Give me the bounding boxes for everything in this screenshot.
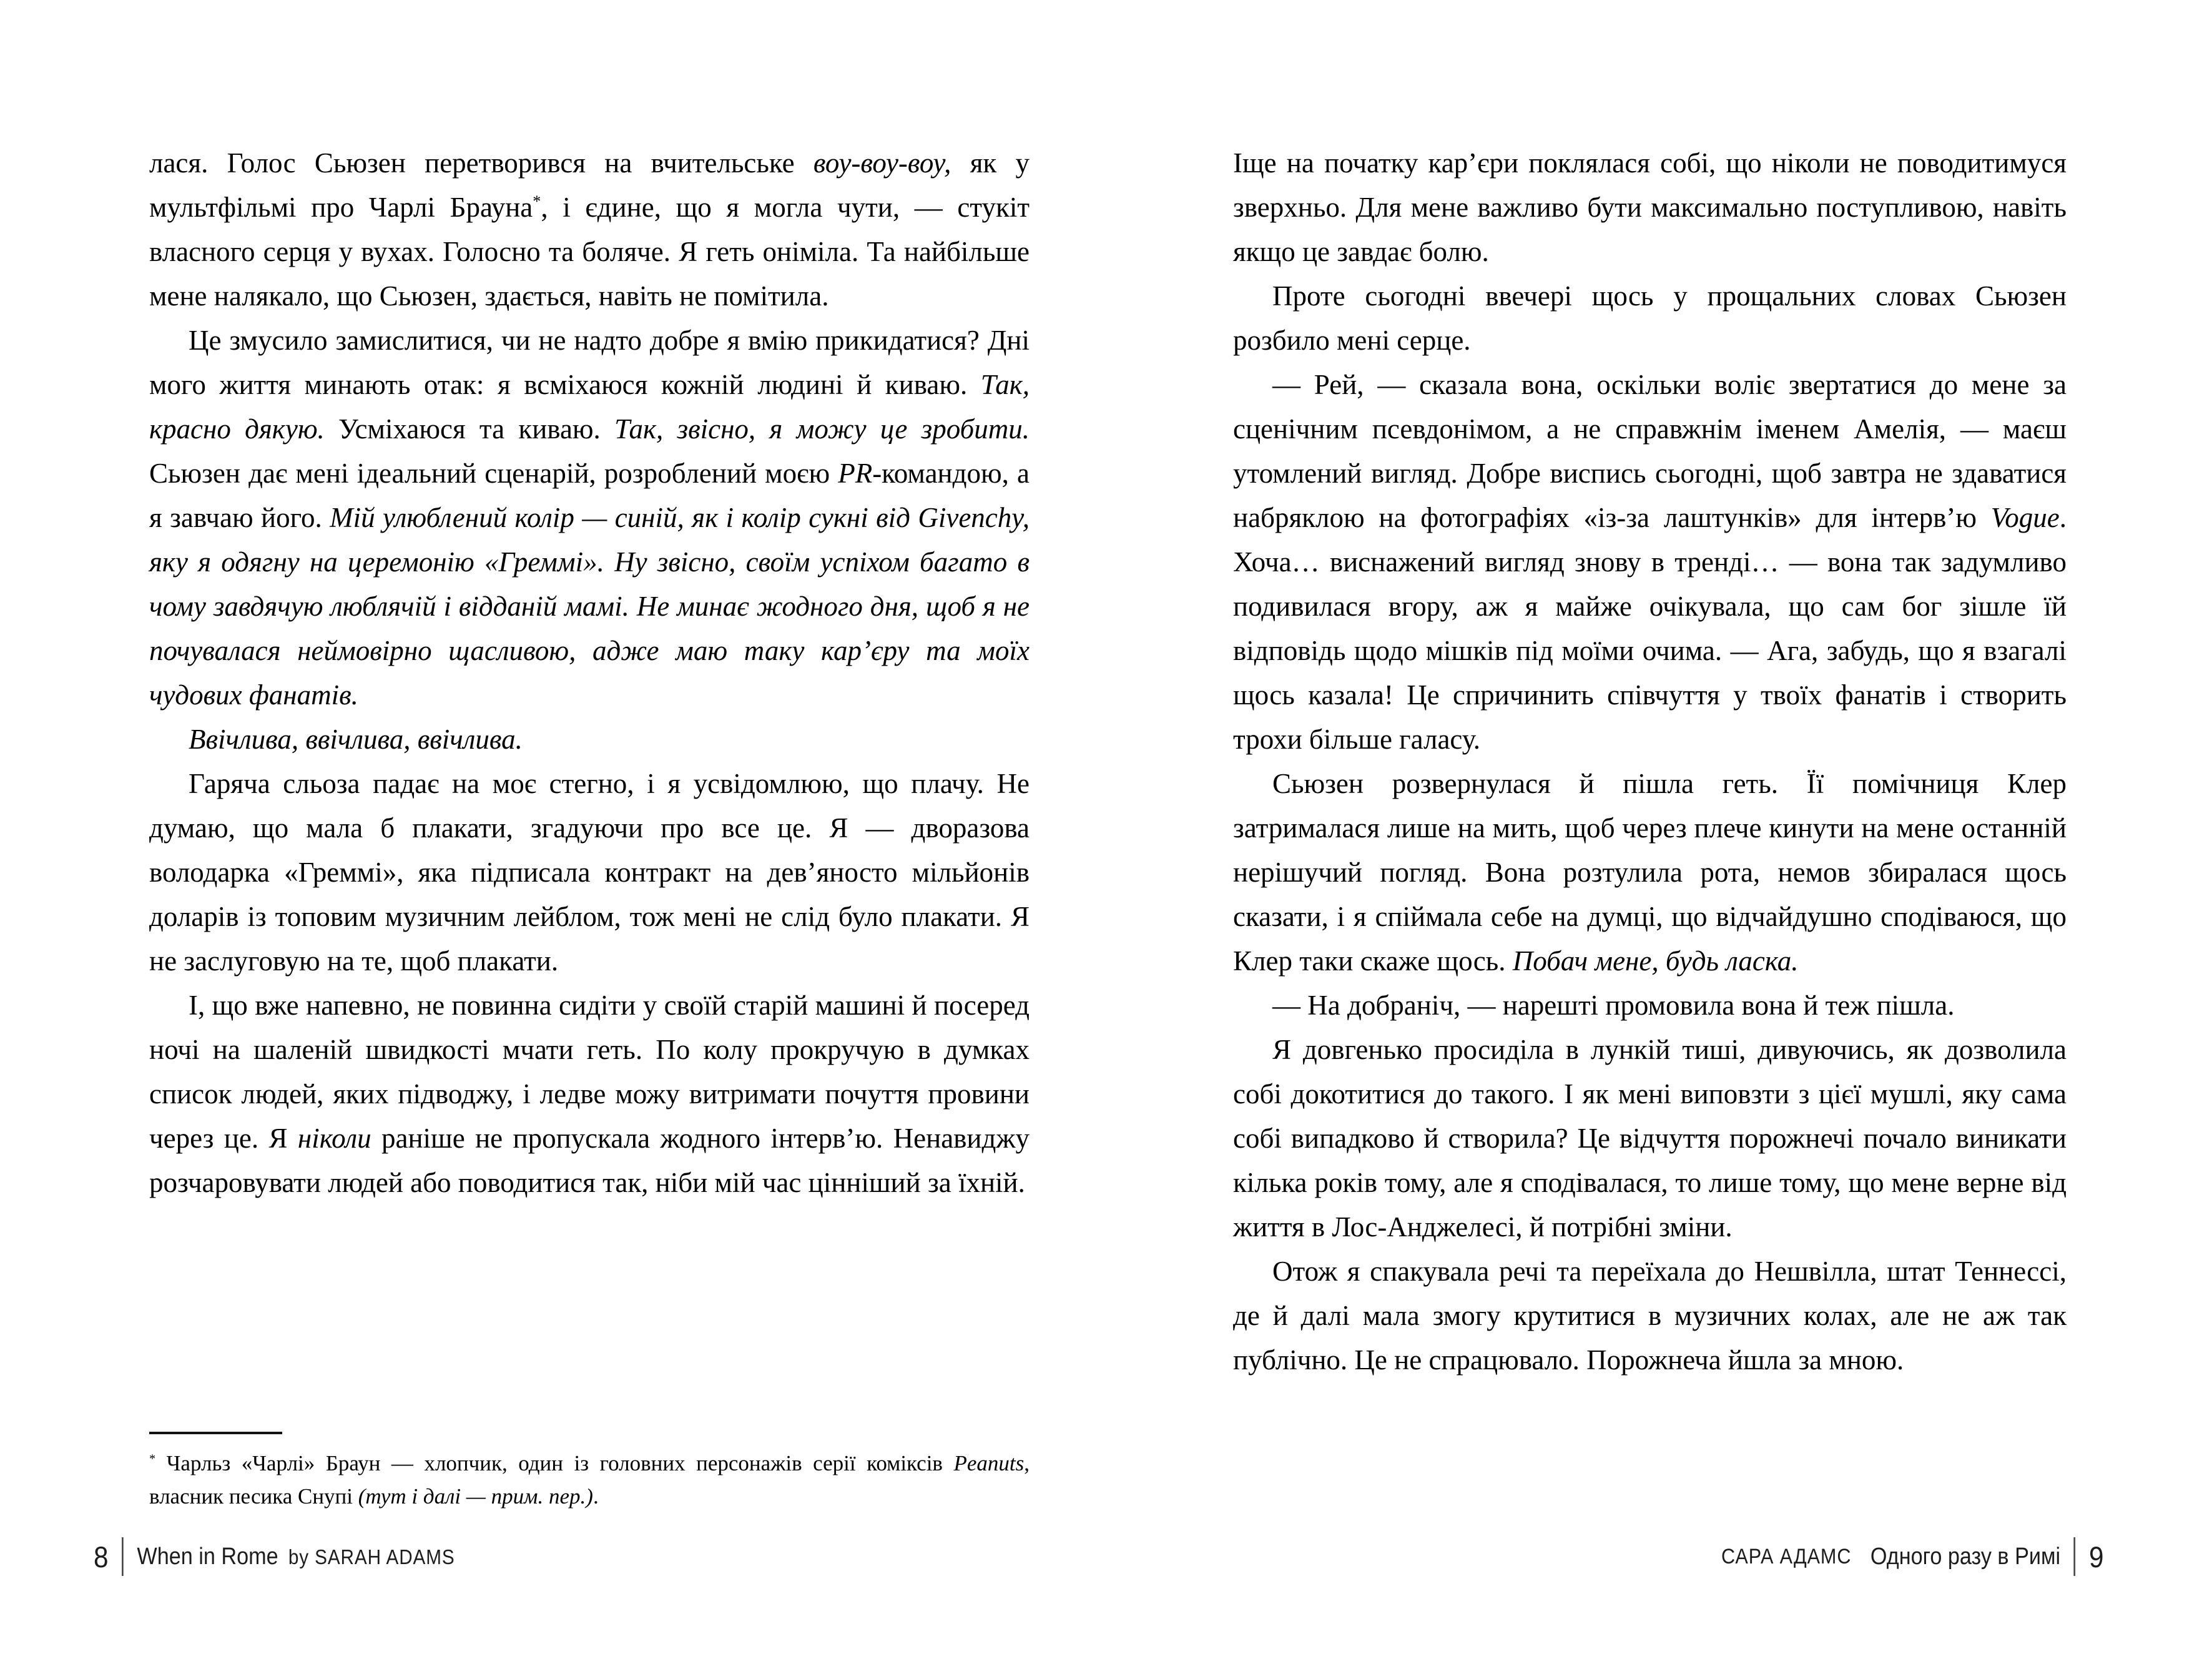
paragraph (149, 983, 1030, 1205)
text-run: Я довгенько просиділа в лункій тиші, дивуючись, як дозволила собі докотитися до такого. І як мені виповзти з цієї мушлі, яку сама собі випадково й створила? Це відчуття порожнечі почало виникати кілька років тому, але я сподівалася, то лише тому, що мене верне від життя в Лос-Анджелесі, й потрібні зміни. (1233, 1034, 2067, 1243)
footnote-divider-rule (149, 1432, 282, 1434)
text-run: . (592, 1484, 599, 1509)
text-run: , власник песика Снупі (149, 1451, 1030, 1509)
paragraph (1233, 1028, 2067, 1249)
paragraph (149, 318, 1030, 717)
paragraph (149, 141, 1030, 318)
paragraph (149, 717, 1030, 762)
left-footer (94, 1537, 455, 1576)
paragraph (1233, 983, 2067, 1028)
footer-book-title: When in Rome (137, 1543, 278, 1570)
text-run: Сьюзен дає мені ідеальний сценарій, розроблений моєю (149, 458, 838, 489)
text-run: раніше не пропускала жодного інтерв’ю. Ненавиджу розчаровувати людей або поводитися так, ніби мій час цінніший за їхній. (149, 1123, 1030, 1198)
text-run: Гаряча сльоза падає на моє стегно, і я усвідомлюю, що плачу. Не думаю, що мала б плакати, згадуючи про все це. Я — дворазова володарка «Греммі», яка підписала контракт на дев’яносто мільйонів доларів із топовим музичним лейблом, тож мені не слід було плакати. Я не заслуговую на те, щоб плакати. (149, 768, 1030, 977)
footnote-marker: * (533, 192, 541, 210)
text-run: Побач мене, будь ласка. (1512, 945, 1799, 977)
footnote-text (149, 1447, 1030, 1513)
text-run: Іще на початку кар’єри поклялася собі, що ніколи не поводитимуся зверхньо. Для мене важливо бути максимально поступливою, навіть якщо це завдає болю. (1233, 147, 2067, 267)
text-run: Ввічлива, ввічлива, ввічлива. (189, 724, 523, 755)
page-number-right: 9 (2089, 1540, 2104, 1573)
right-footer (1721, 1537, 2104, 1576)
text-run: PR (838, 458, 873, 489)
text-run: Отож я спакувала речі та переїхала до Нешвілла, штат Теннессі, де й далі мала змогу крутитися в музичних колах, але не аж так публічно. Це не спрацювало. Порожнеча йшла за мною. (1233, 1256, 2067, 1376)
footer-author: САРА АДАМС (1721, 1545, 1852, 1568)
text-run: (тут і далі — прим. пер.) (358, 1484, 593, 1509)
footer-localized-title: Одного разу в Римі (1870, 1543, 2061, 1570)
text-run: І, що вже напевно, не повинна сидіти у своїй старій машині й посеред ночі на шаленій швидкості мчати геть. По колу прокручую в думках список людей, яких підводжу, і ледве можу витримати почуття провини через це. Я (149, 990, 1030, 1154)
paragraph (1233, 274, 2067, 363)
paragraph (1233, 1249, 2067, 1382)
text-run: — Рей, — сказала вона, оскільки воліє звертатися до мене за сценічним псевдонімом, а не справжнім іменем Амелія, — маєш утомлений вигляд. Добре виспись сьогодні, щоб завтра не здаватися набряклою на фотографіях «із-за лаштунків» для інтерв’ю (1233, 369, 2067, 533)
text-run: Проте сьогодні ввечері щось у прощальних словах Сьюзен розбило мені серце. (1233, 280, 2067, 356)
left-text-block (149, 141, 1030, 1205)
text-run: -командою, а я завчаю його. (149, 458, 1030, 533)
text-run: Так, звісно, я можу це зробити. (614, 413, 1030, 445)
paragraph (1233, 762, 2067, 983)
text-run: — На добраніч, — нарешті промовила вона й теж пішла. (1272, 990, 1955, 1021)
page-number-left: 8 (94, 1540, 109, 1573)
text-run: Vogue (1990, 502, 2060, 533)
text-run: Мій улюблений колір — синій, як і колір сукні від Givenchy, яку я одягну на церемонію «Греммі». Ну звісно, своїм успіхом багато в чому завдячую люблячій і відданій мамі. Не минає жодного дня, щоб я не почувалася неймовірно щасливою, адже маю таку кар’єру та моїх чудових фанатів. (149, 502, 1030, 711)
paragraph (1233, 363, 2067, 762)
footnote-marker: * (149, 1452, 156, 1466)
text-run: як у мультфільмі про Чарлі Брауна (149, 147, 1030, 223)
text-run: ніколи (297, 1123, 371, 1154)
text-run: воу-воу-воу, (813, 147, 951, 179)
text-run: Усміхаюся та киваю. (324, 413, 615, 445)
footer-divider-left (122, 1537, 124, 1576)
text-run: Peanuts (953, 1451, 1025, 1475)
text-run: Так, красно дякую. (149, 369, 1030, 445)
right-text-block (1233, 141, 2067, 1382)
page-right (1106, 0, 2212, 1659)
text-run: Сьюзен розвернулася й пішла геть. Її помічниця Клер затрималася лише на мить, щоб через плече кинути на мене останній нерішучий погляд. Вона розтулила рота, немов збиралася щось сказати, і я спіймала себе на думці, що відчайдушно сподіваюся, що Клер таки скаже щось. (1233, 768, 2067, 977)
footnote (149, 1432, 1030, 1513)
text-run: Чарльз «Чарлі» Браун — хлопчик, один із головних персонажів серії коміксів (155, 1451, 954, 1475)
footer-divider-right (2074, 1537, 2076, 1576)
text-run: Це змусило замислитися, чи не надто добре я вмію прикидатися? Дні мого життя минають отак: я всміхаюся кожній людині й киваю. (149, 325, 1030, 400)
text-run: . Хоча… виснажений вигляд знову в тренді… — вона так задумливо подивилася вгору, аж я майже очікувала, що сам бог зішле їй відповідь щодо мішків під моїми очима. — Ага, забудь, що я взагалі щось казала! Це спричинить співчуття у твоїх фанатів і створить трохи більше галасу. (1233, 502, 2067, 755)
paragraph (149, 762, 1030, 983)
text-run: лася. Голос Сьюзен перетворився на вчительське (149, 147, 814, 179)
paragraph (1233, 141, 2067, 274)
text-run: , і єдине, що я могла чути, — стукіт власного серця у вухах. Голосно та боляче. Я геть оніміла. Та найбільше мене налякало, що Сьюзен, здається, навіть не помітила. (149, 192, 1030, 312)
footer-byline: by SARAH ADAMS (288, 1545, 455, 1568)
